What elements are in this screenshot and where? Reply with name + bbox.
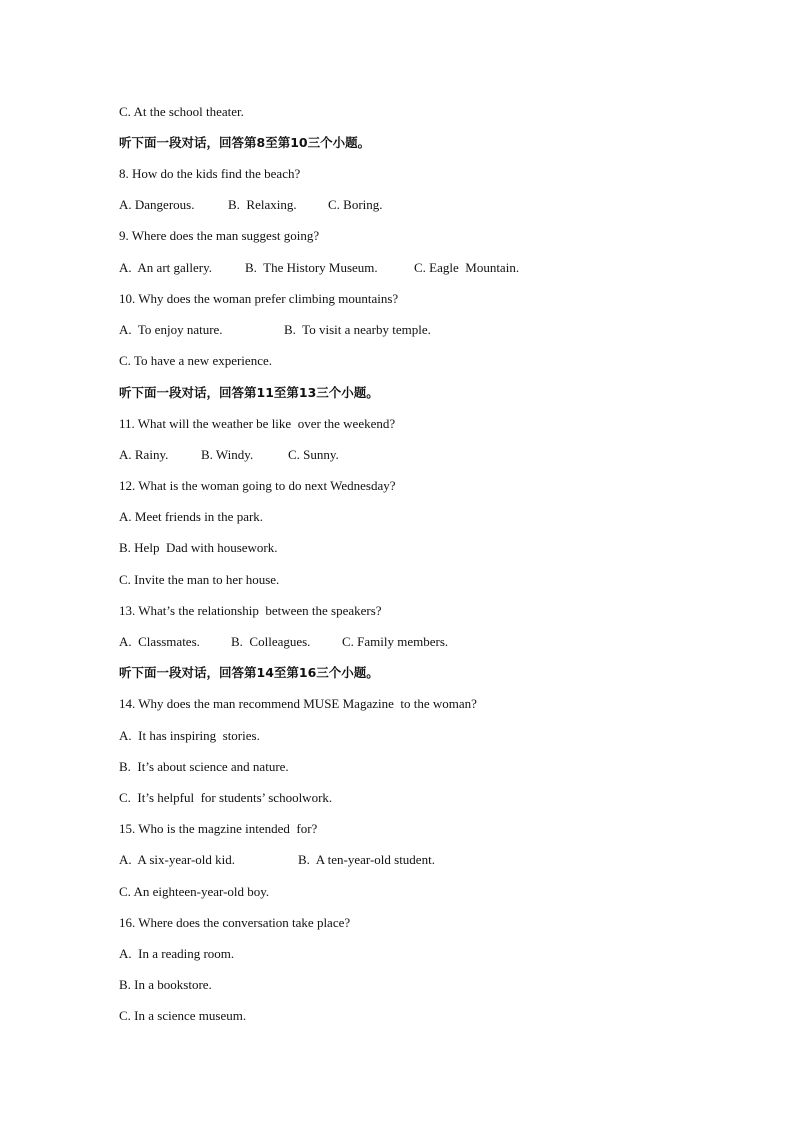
option-15a: A. A six-year-old kid. bbox=[119, 852, 236, 867]
option-13a: A. Classmates. bbox=[119, 634, 200, 649]
option-9a: A. An art gallery. bbox=[119, 260, 213, 275]
question-13: 13. What’s the relationship between the speakers? bbox=[119, 603, 382, 618]
option-12c: C. Invite the man to her house. bbox=[119, 572, 280, 587]
option-8b: B. Relaxing. bbox=[228, 197, 297, 212]
question-12: 12. What is the woman going to do next Wednesday? bbox=[119, 478, 396, 493]
option-16c: C. In a science museum. bbox=[119, 1008, 247, 1023]
question-11: 11. What will the weather be like over the weekend? bbox=[119, 416, 396, 431]
option-10a: A. To enjoy nature. bbox=[119, 322, 223, 337]
option-11a: A. Rainy. bbox=[119, 447, 169, 462]
question-9: 9. Where does the man suggest going? bbox=[119, 228, 320, 243]
option-16b: B. In a bookstore. bbox=[119, 977, 212, 992]
option-14a: A. It has inspiring stories. bbox=[119, 728, 260, 743]
option-8c: C. Boring. bbox=[328, 197, 383, 212]
option-12b: B. Help Dad with housework. bbox=[119, 540, 278, 555]
option-10c: C. To have a new experience. bbox=[119, 353, 272, 368]
section-heading-11-13: 听下面一段对话，回答第11至第13三个小题。 bbox=[119, 385, 379, 400]
option-16a: A. In a reading room. bbox=[119, 946, 235, 961]
option-11b: B. Windy. bbox=[201, 447, 254, 462]
option-7c: C. At the school theater. bbox=[119, 104, 244, 119]
option-15c: C. An eighteen-year-old boy. bbox=[119, 884, 270, 899]
option-14b: B. It’s about science and nature. bbox=[119, 759, 289, 774]
question-10: 10. Why does the woman prefer climbing mountains? bbox=[119, 291, 399, 306]
option-14c: C. It’s helpful for students’ schoolwork. bbox=[119, 790, 333, 805]
option-9b: B. The History Museum. bbox=[245, 260, 378, 275]
option-13c: C. Family members. bbox=[342, 634, 449, 649]
option-15b: B. A ten-year-old student. bbox=[298, 852, 435, 867]
question-16: 16. Where does the conversation take place? bbox=[119, 915, 351, 930]
option-13b: B. Colleagues. bbox=[231, 634, 311, 649]
question-8: 8. How do the kids find the beach? bbox=[119, 166, 301, 181]
option-8a: A. Dangerous. bbox=[119, 197, 195, 212]
option-10b: B. To visit a nearby temple. bbox=[284, 322, 431, 337]
option-12a: A. Meet friends in the park. bbox=[119, 509, 264, 524]
question-15: 15. Who is the magzine intended for? bbox=[119, 821, 318, 836]
option-11c: C. Sunny. bbox=[288, 447, 339, 462]
option-9c: C. Eagle Mountain. bbox=[414, 260, 520, 275]
section-heading-14-16: 听下面一段对话，回答第14至第16三个小题。 bbox=[119, 665, 379, 680]
section-heading-8-10: 听下面一段对话，回答第8至第10三个小题。 bbox=[119, 135, 371, 150]
question-14: 14. Why does the man recommend MUSE Magazine to the woman? bbox=[119, 696, 477, 711]
